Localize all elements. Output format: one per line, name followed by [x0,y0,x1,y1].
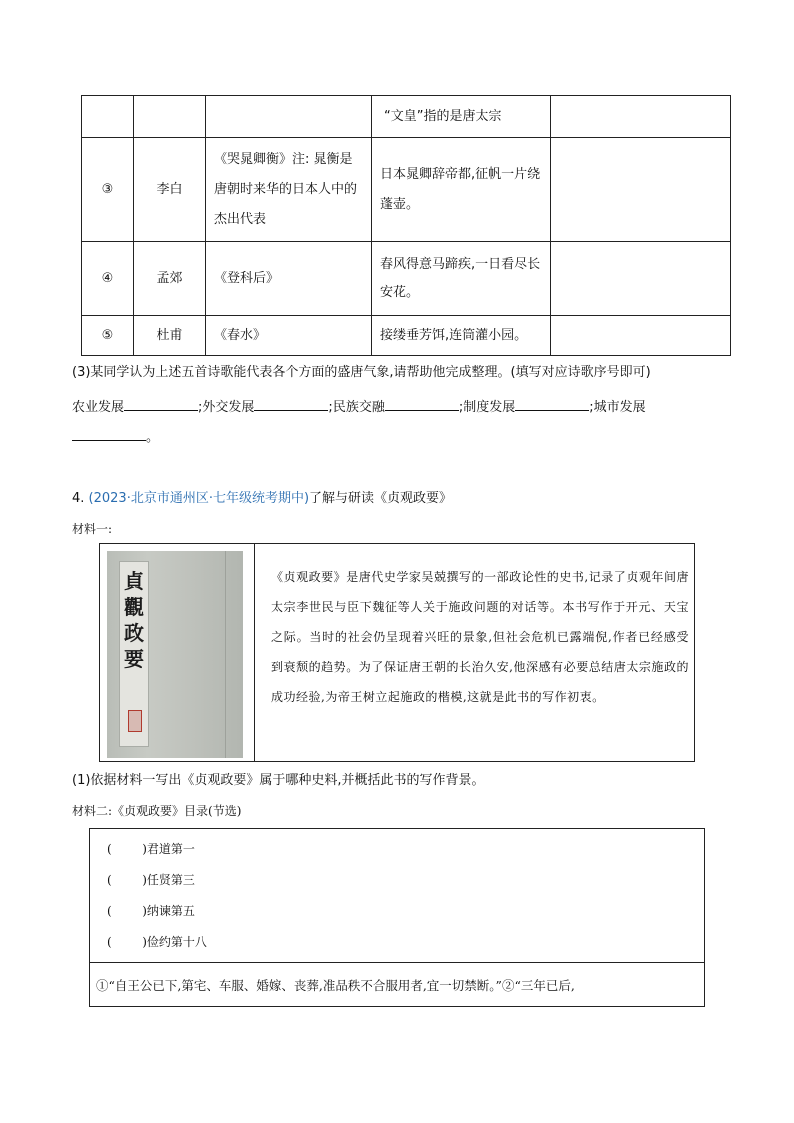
label-city: 城市发展 [593,400,646,415]
label-diplomacy: 外交发展 [202,400,255,415]
material1-box [99,543,695,762]
toc-item: ( )俭约第十八 [107,935,207,949]
toc-item: ( )君道第一 [107,842,195,856]
question3-prompt: (3)某同学认为上述五首诗歌能代表各个方面的盛唐气象,请帮助他完成整理。(填写对应诗歌序号即可) [72,365,651,380]
row-verse: 日本晁卿辞帝都,征帆一片绕蓬壶。 [372,138,551,242]
material2-label: 材料二:《贞观政要》目录(节选) [72,804,242,818]
poem-table [81,95,731,356]
row-verse: “文皇”指的是唐太宗 [372,96,551,138]
table-row [82,96,731,138]
answer-blank-institution[interactable] [515,396,589,411]
answer-blank-agriculture[interactable] [124,396,198,411]
question-source: (2023·北京市通州区·七年级统考期中) [88,491,310,506]
row-title: 《登科后》 [206,242,372,316]
table-row [82,138,731,242]
book-cover-image [107,551,243,758]
material1-text: 《贞观政要》是唐代史学家吴兢撰写的一部政论性的史书,记录了贞观年间唐太宗李世民与臣下魏征等人关于施政问题的对话等。本书写作于开元、天宝之际。当时的社会仍呈现着兴旺的景象,但社会危机已露端倪,作者已经感受到衰颓的趋势。为了保证唐王朝的长治久安,他深感有必要总结唐太宗施政的成功经验,为帝王树立起施政的楷模,这就是此书的写作初衷。 [271,570,689,704]
row-number: ④ [82,242,134,316]
row-poet [134,96,206,138]
seal-icon [128,710,142,732]
book-cover-title: 貞觀政要 [124,569,144,671]
book-cover-image-frame [100,544,255,761]
label-agriculture: 农业发展 [72,400,125,415]
answer-blank-diplomacy[interactable] [254,396,328,411]
table-row [82,316,731,356]
row-poet: 李白 [134,138,206,242]
answer-blank-city[interactable] [72,426,146,441]
row-number: ⑤ [82,316,134,356]
label-ethnic: 民族交融 [332,400,385,415]
row-poet: 孟郊 [134,242,206,316]
question4-header [72,488,452,510]
row-title: 《春水》 [206,316,372,356]
answer-blank-ethnic[interactable] [385,396,459,411]
divider [90,962,704,963]
row-poet: 杜甫 [134,316,206,356]
row-number: ③ [82,138,134,242]
row-extra [551,138,731,242]
book-title-label [119,561,149,747]
sub-question-1: (1)依据材料一写出《贞观政要》属于哪种史料,并概括此书的写作背景。 [72,773,485,788]
toc-item: ( )纳谏第五 [107,904,195,918]
material2-quote: ①“自王公已下,第宅、车服、婚嫁、丧葬,准品秩不合服用者,宜一切禁断。”②“三年已后, [96,978,575,993]
question-number: 4. [72,491,85,506]
question3-fill-line-2: 。 [72,426,159,449]
row-extra [551,242,731,316]
row-number [82,96,134,138]
book-spine [225,551,226,758]
material1-label: 材料一: [72,522,113,536]
row-extra [551,96,731,138]
row-title [206,96,372,138]
row-verse: 接缕垂芳饵,连筒灌小园。 [372,316,551,356]
question3-fill-line: 农业发展 ;外交发展 ;民族交融 ;制度发展 ;城市发展 [72,396,646,419]
toc-item: ( )任贤第三 [107,873,195,887]
row-verse: 春风得意马蹄疾,一日看尽长安花。 [372,242,551,316]
table-row [82,242,731,316]
material2-box [89,828,705,1007]
row-title: 《哭晁卿衡》注: 晁衡是唐朝时来华的日本人中的杰出代表 [206,138,372,242]
label-institution: 制度发展 [463,400,516,415]
row-extra [551,316,731,356]
question-title: 了解与研读《贞观政要》 [309,491,453,506]
